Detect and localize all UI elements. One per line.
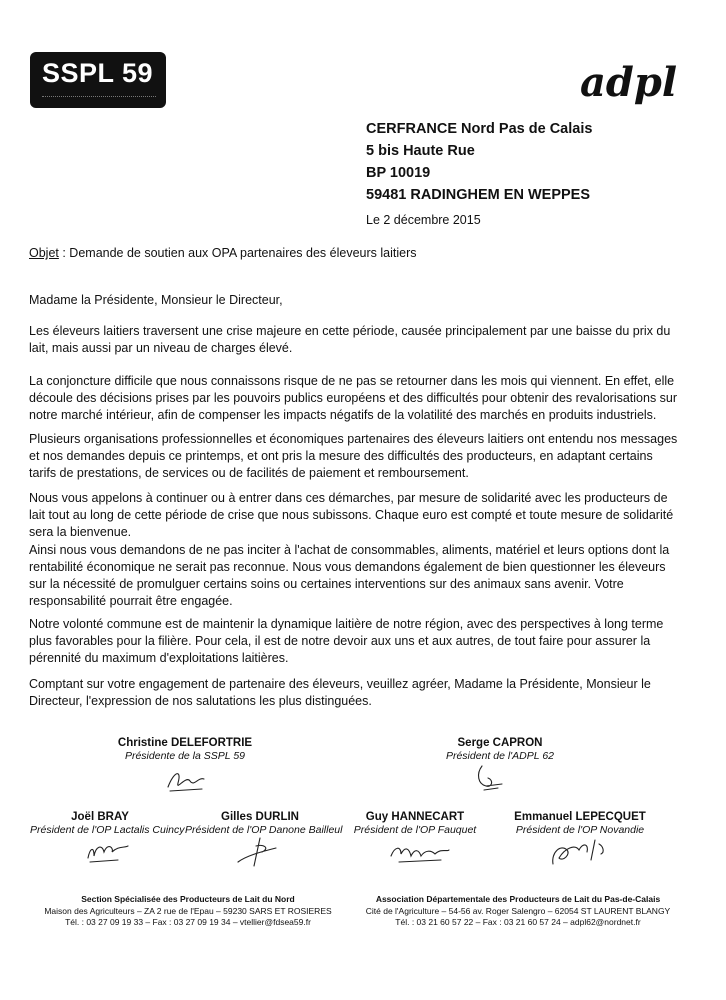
address-line: BP 10019 [366,165,431,181]
paragraph-line: Les éleveurs laitiers traversent une crise majeure en cette période, causée principalement par une baisse du prix du [29,324,671,338]
paragraph-line: Directeur, l'expression de nos salutations les plus distinguées. [29,694,372,709]
body-paragraph [29,323,679,357]
body-paragraph [29,431,679,483]
signatory-role: Président de l'OP Danone Bailleul [185,824,343,836]
signatory-bray [30,811,185,836]
body-paragraph [29,616,679,668]
recipient-address [366,118,592,206]
paragraph-line: lait tout au long de cette période de crise que nous subissons. Chaque euro est compté et toute mesure de solidarité [29,508,674,523]
signatory-capron [420,737,580,762]
signature-durlin [230,834,282,870]
footer-sspl [28,894,348,929]
paragraph-line: et nos demandes depuis ce printemps, et ont pris la mesure des difficultés des producteurs, en adaptant certains [29,449,653,464]
signature-hannecart [385,838,453,868]
paragraph-line: tarifs de prestations, de services ou de facilités de paiement et remboursement. [29,466,469,481]
signatory-lepecquet [505,811,655,836]
signatory-role: Président de l'OP Novandie [515,824,645,836]
letter-date: Le 2 décembre 2015 [366,213,481,227]
signatory-name: Serge CAPRON [457,737,543,749]
footer-title: Section Spécialisée des Producteurs de Lait du Nord [81,894,295,904]
paragraph-line: Comptant sur votre engagement de partenaire des éleveurs, veuillez agréer, Madame la Présidente, Monsieur le [29,677,651,691]
footer-address: Maison des Agriculteurs – ZA 2 rue de l'Epau – 59230 SARS ET ROSIERES [44,905,332,916]
signatory-role: Président de l'OP Fauquet [353,824,477,836]
letter-subject [29,246,417,260]
signature-capron [470,762,510,794]
address-line: 59481 RADINGHEM EN WEPPES [366,187,591,203]
body-paragraph [29,373,679,425]
signatory-name: Emmanuel LEPECQUET [514,811,646,823]
paragraph-line: pérennité du maximum d'exploitations laitières. [29,651,289,666]
footer-contact: Tél. : 03 27 09 19 33 – Fax : 03 27 09 19 34 – vtellier@fdsea59.fr [65,917,311,927]
signatory-name: Joël BRAY [71,811,129,823]
signatory-role: Président de l'OP Lactalis Cuincy [30,824,185,836]
address-line: 5 bis Haute Rue [366,143,475,159]
signatory-name: Guy HANNECART [365,811,465,823]
sspl-logo [30,52,166,108]
footer-address: Cité de l'Agriculture – 54-56 av. Roger Salengro – 62054 ST LAURENT BLANGY [365,905,671,916]
signature-delefortrie [160,765,210,795]
paragraph-line: rentabilité économique ne serait pas reconnue. Nous vous demandons également de bien questionner les éleveurs [29,559,666,574]
paragraph-line: Ainsi nous vous demandons de ne pas inciter à l'achat de consommables, aliments, matériel et leurs options dont la [29,542,670,557]
subject-label: Objet [29,246,59,260]
signature-bray [82,838,132,866]
footer-contact: Tél. : 03 21 60 57 22 – Fax : 03 21 60 57 24 – adpl62@nordnet.fr [395,917,641,927]
paragraph-line: sur la nécessité de promulguer certains soins ou certaines interventions sur des animaux sans avenir. Votre [29,577,624,592]
paragraph-line: responsabilité pourrait être engagée. [29,594,233,609]
paragraph-line: sera la bienvenue. [29,525,132,540]
paragraph-line: Notre volonté commune est de maintenir la dynamique laitière de notre région, avec des perspectives à long terme [29,617,664,631]
paragraph-line: Plusieurs organisations professionnelles et économiques partenaires des éleveurs laitiers ont entendu nos messages [29,432,678,446]
letter-salutation: Madame la Présidente, Monsieur le Directeur, [29,293,283,307]
paragraph-line: lait, mais aussi par un niveau de charges élevé. [29,341,293,356]
paragraph-line: La conjoncture difficile que nous connaissons risque de ne pas se retourner dans les mois qui viennent. En effet, elle [29,374,675,388]
signatory-name: Gilles DURLIN [221,811,299,823]
address-line: CERFRANCE Nord Pas de Calais [366,121,593,137]
body-paragraph [29,676,679,710]
signatory-role: Président de l'ADPL 62 [445,750,555,762]
paragraph-line: plus favorables pour la filière. Pour cela, il est de notre devoir aux uns et aux autres, de tout faire pour assurer la [29,634,651,649]
signatory-delefortrie [105,737,265,762]
signatory-role: Présidente de la SSPL 59 [124,750,246,762]
adpl-logo [578,60,698,106]
body-paragraph [29,490,679,610]
signatory-hannecart [350,811,480,836]
paragraph-line: notre marché intérieur, afin de compenser les impacts négatifs de la volatilité des marchés en produits industriels. [29,408,657,423]
adpl-logo-text: adpl [580,60,678,106]
paragraph-line: découle des décisions prises par les pouvoirs publics européens et des difficultés pour obtenir des revalorisations sur [29,391,678,406]
sspl-logo-tagline-decoration [42,96,156,100]
signatory-name: Christine DELEFORTRIE [117,737,253,749]
paragraph-line: Nous vous appelons à continuer ou à entrer dans ces démarches, par mesure de solidarité avec les producteurs de [29,491,668,505]
signature-lepecquet [545,834,611,870]
sspl-logo-text: SSPL 59 [42,58,154,88]
footer-adpl [352,894,684,929]
footer-title: Association Départementale des Producteurs de Lait du Pas-de-Calais [375,894,661,904]
subject-text: : Demande de soutien aux OPA partenaires des éleveurs laitiers [58,246,417,260]
signatory-durlin [185,811,343,836]
